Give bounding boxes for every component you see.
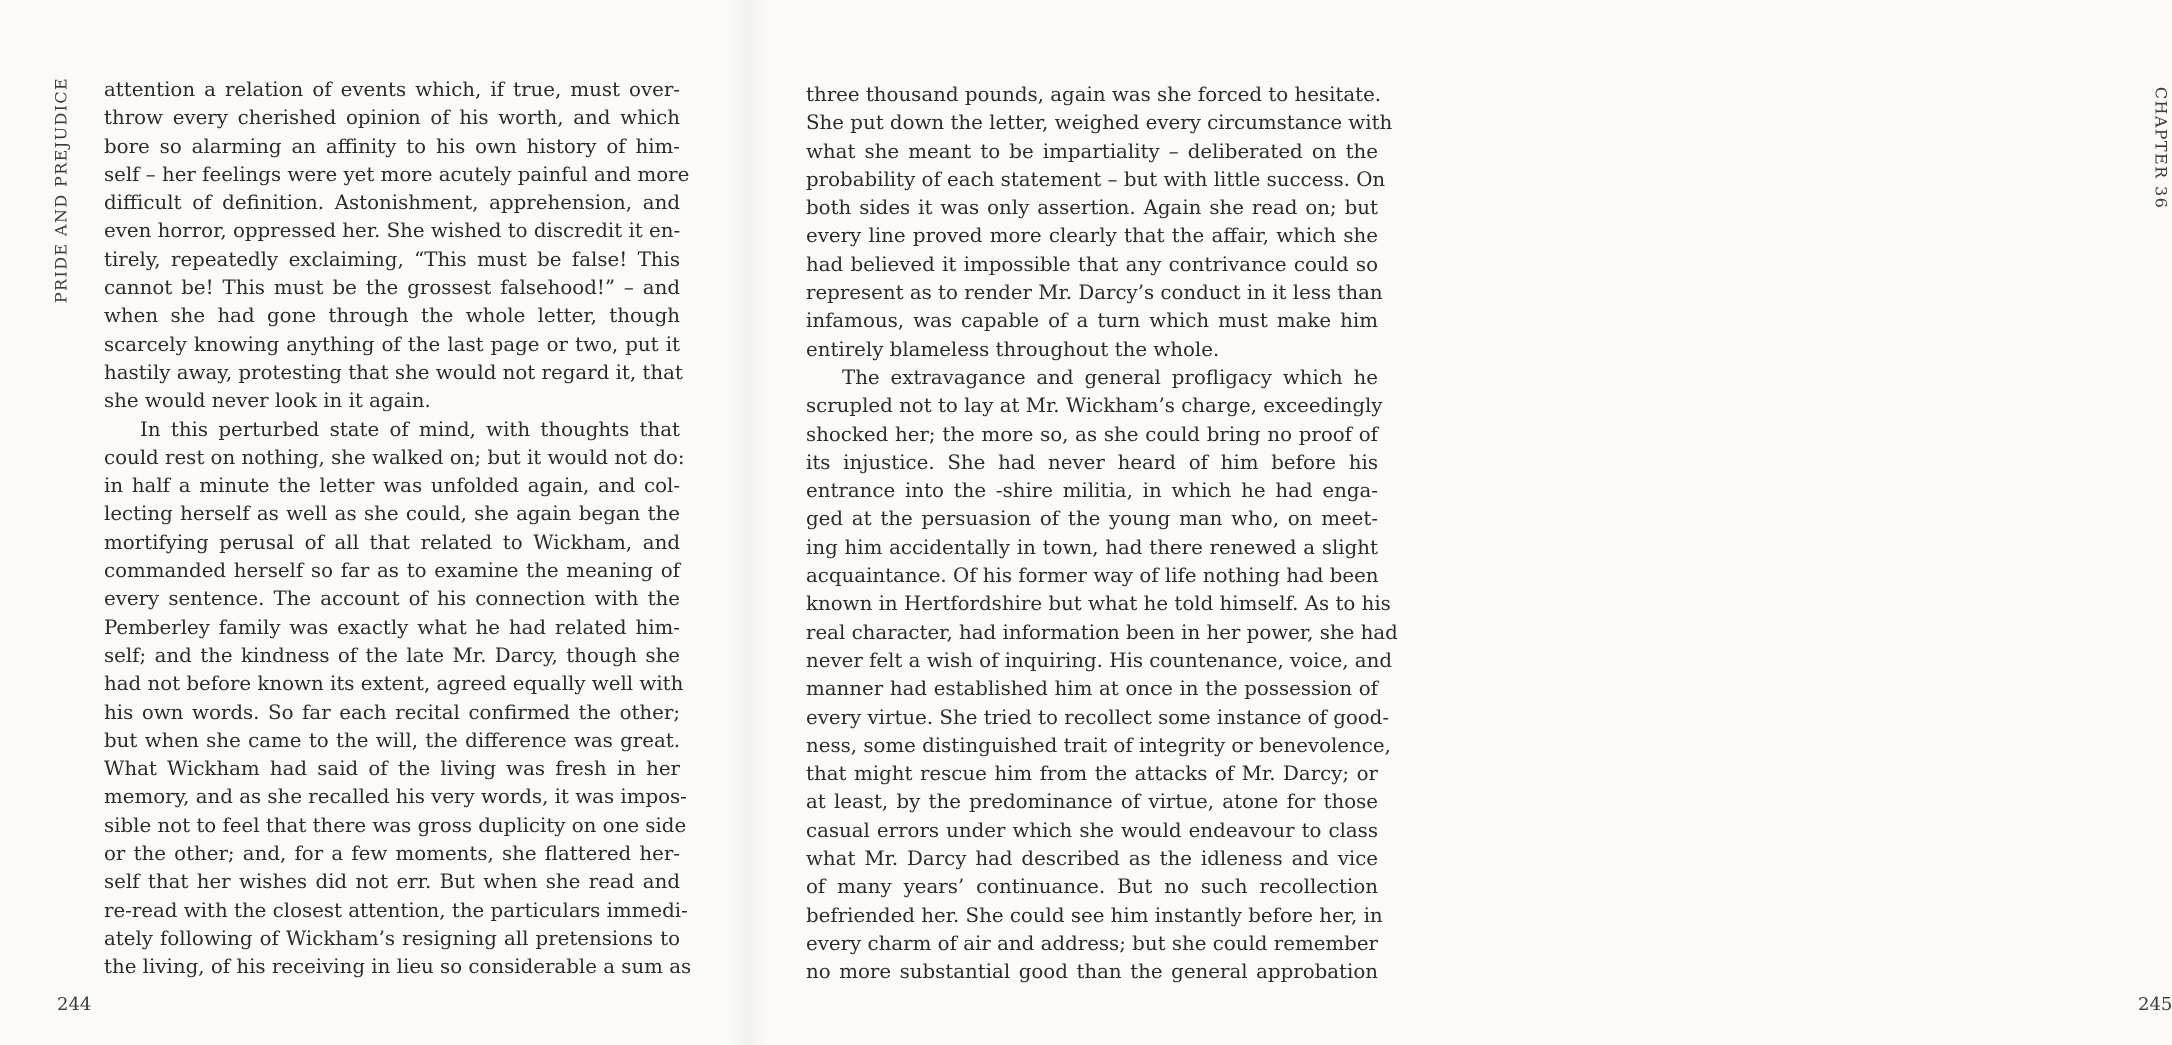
text-line: mortifying perusal of all that related to Wickham, and xyxy=(104,530,680,554)
text-line: scarcely knowing anything of the last page or two, put it xyxy=(104,332,680,356)
text-line: ately following of Wickham’s resigning all pretensions to xyxy=(104,926,680,950)
left-page-body-text xyxy=(104,76,692,982)
text-line: memory, and as she recalled his very words, it was impos- xyxy=(104,785,687,809)
text-line: What Wickham had said of the living was fresh in her xyxy=(104,757,680,781)
text-line: The extravagance and general profligacy which he xyxy=(842,365,1378,389)
text-line: what Mr. Darcy had described as the idleness and vice xyxy=(806,847,1378,871)
text-line: had not before known its extent, agreed equally well with xyxy=(104,672,684,696)
text-line: of many years’ continuance. But no such recollection xyxy=(806,875,1378,899)
text-line: could rest on nothing, she walked on; but it would not do: xyxy=(104,445,685,469)
right-page-body-text xyxy=(806,81,1398,987)
text-line: self; and the kindness of the late Mr. Darcy, though she xyxy=(104,643,680,667)
text-line: probability of each statement – but with little success. On xyxy=(806,167,1386,191)
page-number-right: 245 xyxy=(2138,994,2172,1015)
text-line: scrupled not to lay at Mr. Wickham’s charge, exceedingly xyxy=(806,394,1383,418)
text-line: but when she came to the will, the difference was great. xyxy=(104,728,680,752)
text-line: shocked her; the more so, as she could bring no proof of xyxy=(806,422,1378,446)
text-line: never felt a wish of inquiring. His countenance, voice, and xyxy=(806,648,1393,672)
text-line: sible not to feel that there was gross duplicity on one side xyxy=(104,813,687,837)
text-line: lecting herself as well as she could, she again began the xyxy=(104,502,680,526)
text-line: real character, had information been in her power, she had xyxy=(806,620,1398,644)
text-line: She put down the letter, weighed every circumstance with xyxy=(806,111,1393,135)
text-line: the living, of his receiving in lieu so considerable a sum as xyxy=(104,955,692,979)
text-line: manner had established him at once in the possession of xyxy=(806,677,1378,701)
text-line: his own words. So far each recital confirmed the other; xyxy=(104,700,680,724)
text-line: hastily away, protesting that she would not regard it, that xyxy=(104,360,683,384)
page-number-left: 244 xyxy=(57,994,92,1015)
text-line: infamous, was capable of a turn which must make him xyxy=(806,309,1378,333)
text-line: casual errors under which she would endeavour to class xyxy=(806,818,1378,842)
text-line: Pemberley family was exactly what he had related him- xyxy=(104,615,680,639)
text-line: she would never look in it again. xyxy=(104,389,431,413)
text-line: commanded herself so far as to examine the meaning of xyxy=(104,559,680,583)
text-line: both sides it was only assertion. Again she read on; but xyxy=(806,196,1378,220)
text-line: self – her feelings were yet more acutely painful and more xyxy=(104,162,690,186)
text-line: represent as to render Mr. Darcy’s conduct in it less than xyxy=(806,281,1383,305)
running-head-chapter: CHAPTER 36 xyxy=(2151,86,2171,210)
text-line: entrance into the -shire militia, in which he had enga- xyxy=(806,479,1378,503)
text-line: cannot be! This must be the grossest falsehood!” – and xyxy=(104,276,680,300)
text-line: tirely, repeatedly exclaiming, “This must be false! This xyxy=(104,247,680,271)
text-line: re-read with the closest attention, the particulars immedi- xyxy=(104,898,688,922)
text-line: three thousand pounds, again was she forced to hesitate. xyxy=(806,83,1382,106)
text-line: difficult of definition. Astonishment, apprehension, and xyxy=(104,191,680,215)
text-line: or the other; and, for a few moments, she flattered her- xyxy=(104,842,680,866)
text-line: throw every cherished opinion of his worth, and which xyxy=(104,106,680,130)
text-line: entirely blameless throughout the whole. xyxy=(806,337,1220,361)
text-line: every virtue. She tried to recollect some instance of good- xyxy=(806,705,1390,729)
text-line: even horror, oppressed her. She wished to discredit it en- xyxy=(104,219,681,243)
text-line: self that her wishes did not err. But when she read and xyxy=(104,870,680,894)
text-line: when she had gone through the whole letter, though xyxy=(104,304,680,328)
text-line: befriended her. She could see him instantly before her, in xyxy=(806,903,1383,927)
text-line: no more substantial good than the general approbation xyxy=(806,960,1378,984)
text-line: ness, some distinguished trait of integrity or benevolence, xyxy=(806,733,1391,757)
text-line: attention a relation of events which, if true, must over- xyxy=(104,78,680,101)
running-head-book-title: PRIDE AND PREJUDICE xyxy=(51,76,71,304)
text-line: that might rescue him from the attacks of Mr. Darcy; or xyxy=(806,762,1378,786)
text-line: in half a minute the letter was unfolded again, and col- xyxy=(104,474,680,498)
text-line: known in Hertfordshire but what he told himself. As to his xyxy=(806,592,1391,616)
text-line: ing him accidentally in town, had there renewed a slight xyxy=(806,535,1378,559)
text-line: In this perturbed state of mind, with thoughts that xyxy=(140,417,680,441)
text-line: at least, by the predominance of virtue, atone for those xyxy=(806,790,1378,814)
text-line: every line proved more clearly that the affair, which she xyxy=(806,224,1378,248)
text-line: every sentence. The account of his connection with the xyxy=(104,587,680,611)
left-page xyxy=(0,0,748,1045)
text-line: ged at the persuasion of the young man who, on meet- xyxy=(806,507,1378,531)
text-line: every charm of air and address; but she could remember xyxy=(806,931,1378,955)
text-line: bore so alarming an affinity to his own history of him- xyxy=(104,134,680,158)
text-line: what she meant to be impartiality – deliberated on the xyxy=(806,139,1378,163)
text-line: its injustice. She had never heard of him before his xyxy=(806,450,1378,474)
text-line: had believed it impossible that any contrivance could so xyxy=(806,252,1378,276)
text-line: acquaintance. Of his former way of life nothing had been xyxy=(806,564,1379,588)
